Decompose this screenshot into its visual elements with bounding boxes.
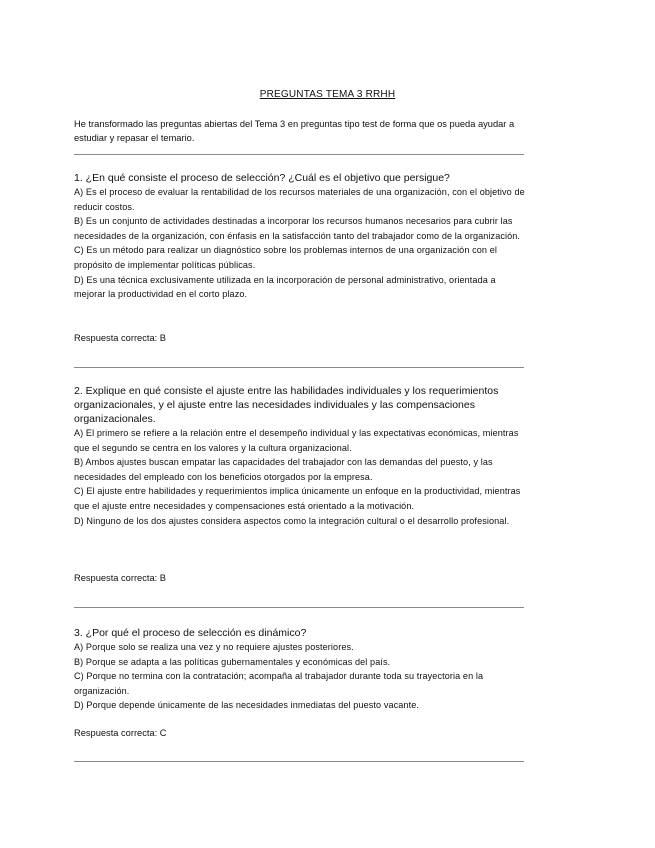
option-a: A) Porque solo se realiza una vez y no requiere ajustes posteriores. [74, 642, 354, 652]
question-block-2 [74, 384, 529, 528]
divider [74, 154, 524, 155]
question-text: 3. ¿Por qué el proceso de selección es dinámico? [74, 627, 307, 639]
answer-3: Respuesta correcta: C [74, 728, 167, 738]
divider [74, 367, 524, 368]
question-text: 2. Explique en qué consiste el ajuste entre las habilidades individuales y los requerimientos organizacionales, y el ajuste entre las necesidades individuales y las compensaciones organizacionales. [74, 385, 499, 425]
option-b: B) Porque se adapta a las políticas gubernamentales y económicas del país. [74, 656, 391, 667]
divider [74, 607, 524, 608]
question-block-1 [74, 171, 529, 302]
question-block-3 [74, 626, 529, 713]
document-title: PREGUNTAS TEMA 3 RRHH [259, 89, 396, 100]
answer-2: Respuesta correcta: B [74, 573, 166, 583]
answer-1: Respuesta correcta: B [74, 333, 166, 343]
option-b: B) Ambos ajustes buscan empatar las capacidades del trabajador con las demandas del puesto, y las necesidades del empleado con los beneficios otorgados por la empresa. [74, 457, 493, 482]
option-a: A) El primero se refiere a la relación entre el desempeño individual y las expectativas económicas, mientras que el segundo se centra en los valores y la cultura organizacional. [74, 428, 519, 453]
option-d: D) Es una técnica exclusivamente utilizada en la incorporación de personal administrativo, orientada a mejorar la productividad en el corto plazo. [74, 274, 496, 300]
divider [74, 761, 524, 762]
option-b: B) Es un conjunto de actividades destinadas a incorporar los recursos humanos necesarios para cubrir las necesidades de la organización, con énfasis en la satisfacción tanto del trabajador como de la organización. [74, 216, 521, 241]
option-d: D) Ninguno de los dos ajustes considera aspectos como la integración cultural o el desarrollo profesional. [74, 515, 510, 526]
option-a: A) Es el proceso de evaluar la rentabilidad de los recursos materiales de una organización, con el objetivo de reducir costos. [74, 187, 525, 212]
option-d: D) Porque depende únicamente de las necesidades inmediatas del puesto vacante. [74, 700, 419, 711]
question-text: 1. ¿En qué consiste el proceso de selección? ¿Cuál es el objetivo que persigue? [74, 172, 450, 184]
option-c: C) El ajuste entre habilidades y requerimientos implica únicamente un enfoque en la productividad, mientras que el ajuste entre necesidades y compensaciones está orientado a la motivación. [74, 486, 521, 511]
option-c: C) Es un método para realizar un diagnóstico sobre los problemas internos de una organización con el propósito de implementar políticas públicas. [74, 245, 497, 270]
intro-paragraph: He transformado las preguntas abiertas del Tema 3 en preguntas tipo test de forma que os pueda ayudar a estudiar y repasar el temario. [74, 119, 515, 143]
option-c: C) Porque no termina con la contratación; acompaña al trabajador durante toda su trayectoria en la organización. [74, 671, 484, 696]
